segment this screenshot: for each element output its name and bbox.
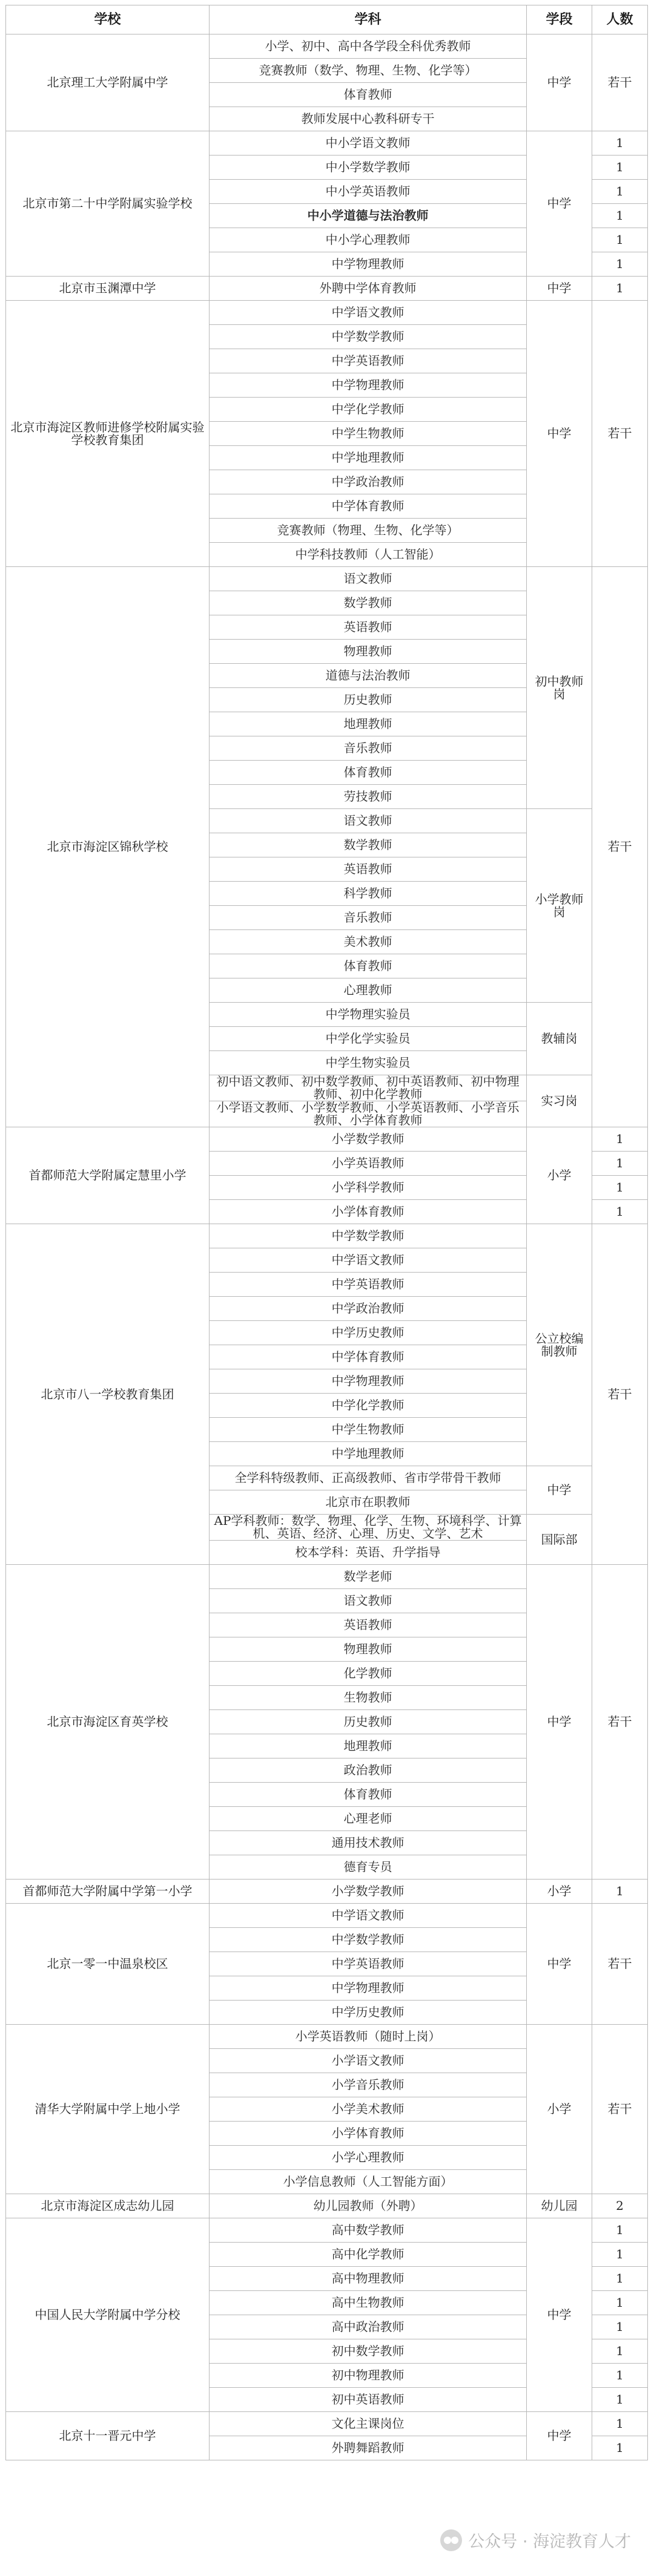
table-row bbox=[6, 277, 648, 301]
subject-cell: 劳技教师 bbox=[210, 785, 527, 809]
subject-cell: 外聘中学体育教师 bbox=[210, 277, 527, 301]
header-school: 学校 bbox=[6, 5, 210, 34]
level-cell: 小学 bbox=[527, 1880, 592, 1904]
subject-cell: 高中数学教师 bbox=[210, 2218, 527, 2243]
subject-cell: 英语教师 bbox=[210, 1613, 527, 1637]
level-cell: 小学 bbox=[527, 1127, 592, 1224]
count-cell: 若干 bbox=[592, 567, 648, 1127]
table-row bbox=[6, 2412, 648, 2436]
subject-cell: 中学语文教师 bbox=[210, 1904, 527, 1928]
table-row bbox=[6, 1904, 648, 1928]
level-cell: 中学 bbox=[527, 2412, 592, 2460]
table-row bbox=[6, 2194, 648, 2218]
subject-cell: 地理教师 bbox=[210, 712, 527, 736]
subject-cell: 中学物理教师 bbox=[210, 373, 527, 398]
count-cell: 1 bbox=[592, 1127, 648, 1152]
subject-cell: 音乐教师 bbox=[210, 906, 527, 930]
subject-cell: 中学生物教师 bbox=[210, 422, 527, 446]
count-cell: 1 bbox=[592, 2339, 648, 2364]
school-name: 北京市海淀区锦秋学校 bbox=[6, 567, 210, 1127]
subject-cell: 小学数学教师 bbox=[210, 1127, 527, 1152]
subject-cell: 道德与法治教师 bbox=[210, 664, 527, 688]
count-cell: 1 bbox=[592, 156, 648, 180]
subject-cell: 小学信息教师（人工智能方面） bbox=[210, 2170, 527, 2194]
subject-cell: 高中物理教师 bbox=[210, 2267, 527, 2291]
subject-cell: 体育教师 bbox=[210, 954, 527, 978]
school-name: 北京理工大学附属中学 bbox=[6, 34, 210, 131]
subject-cell: 小学、初中、高中各学段全科优秀教师 bbox=[210, 34, 527, 59]
count-cell: 1 bbox=[592, 2412, 648, 2436]
level-cell: 中学 bbox=[527, 1904, 592, 2025]
subject-cell: 校本学科：英语、升学指导 bbox=[210, 1541, 527, 1565]
header-level: 学段 bbox=[527, 5, 592, 34]
subject-cell: 中小学语文教师 bbox=[210, 131, 527, 156]
count-cell: 若干 bbox=[592, 1904, 648, 2025]
subject-cell: 心理老师 bbox=[210, 1807, 527, 1831]
level-cell: 国际部 bbox=[527, 1515, 592, 1565]
subject-cell: 中学体育教师 bbox=[210, 1345, 527, 1369]
subject-cell: 英语教师 bbox=[210, 857, 527, 882]
count-cell: 1 bbox=[592, 2267, 648, 2291]
count-cell: 1 bbox=[592, 1200, 648, 1224]
school-name: 北京市海淀区成志幼儿园 bbox=[6, 2194, 210, 2218]
subject-cell: 政治教师 bbox=[210, 1758, 527, 1783]
level-cell: 实习岗 bbox=[527, 1075, 592, 1127]
count-cell: 1 bbox=[592, 252, 648, 277]
school-name: 北京市海淀区教师进修学校附属实验学校教育集团 bbox=[6, 301, 210, 567]
wechat-icon bbox=[440, 2529, 462, 2551]
school-name: 中国人民大学附属中学分校 bbox=[6, 2218, 210, 2412]
level-cell: 小学教师岗 bbox=[527, 809, 592, 1003]
count-cell: 1 bbox=[592, 2315, 648, 2339]
level-cell: 中学 bbox=[527, 301, 592, 567]
table-row bbox=[6, 2218, 648, 2243]
table-row bbox=[6, 1565, 648, 1589]
subject-cell: 小学语文教师 bbox=[210, 2049, 527, 2073]
count-cell: 2 bbox=[592, 2194, 648, 2218]
header-count: 人数 bbox=[592, 5, 648, 34]
school-name: 首都师范大学附属定慧里小学 bbox=[6, 1127, 210, 1224]
subject-cell: 物理教师 bbox=[210, 1637, 527, 1662]
subject-cell: 外聘舞蹈教师 bbox=[210, 2436, 527, 2460]
subject-cell: 初中语文教师、初中数学教师、初中英语教师、初中物理教师、初中化学教师 bbox=[210, 1075, 527, 1101]
subject-cell: 小学体育教师 bbox=[210, 2122, 527, 2146]
count-cell: 若干 bbox=[592, 1565, 648, 1880]
subject-cell: 竞赛教师（数学、物理、生物、化学等） bbox=[210, 59, 527, 83]
subject-cell: AP学科教师：数学、物理、化学、生物、环境科学、计算机、英语、经济、心理、历史、文学、艺术 bbox=[210, 1515, 527, 1541]
subject-cell: 竞赛教师（物理、生物、化学等） bbox=[210, 519, 527, 543]
watermark bbox=[440, 2528, 631, 2552]
count-cell: 1 bbox=[592, 1176, 648, 1200]
subject-cell: 中学物理教师 bbox=[210, 1976, 527, 2001]
level-cell: 小学 bbox=[527, 2025, 592, 2194]
school-name: 北京市玉渊潭中学 bbox=[6, 277, 210, 301]
subject-cell: 小学美术教师 bbox=[210, 2097, 527, 2122]
count-cell: 若干 bbox=[592, 34, 648, 131]
subject-cell: 中学数学教师 bbox=[210, 1928, 527, 1952]
school-name: 北京市八一学校教育集团 bbox=[6, 1224, 210, 1565]
subject-cell: 通用技术教师 bbox=[210, 1831, 527, 1855]
count-cell: 1 bbox=[592, 1880, 648, 1904]
subject-cell: 中学数学教师 bbox=[210, 325, 527, 349]
table-row bbox=[6, 301, 648, 325]
subject-cell: 中学生物教师 bbox=[210, 1418, 527, 1442]
subject-cell: 中学历史教师 bbox=[210, 1321, 527, 1345]
subject-cell: 美术教师 bbox=[210, 930, 527, 954]
level-cell: 初中教师岗 bbox=[527, 567, 592, 809]
subject-cell: 小学语文教师、小学数学教师、小学英语教师、小学音乐教师、小学体育教师 bbox=[210, 1101, 527, 1127]
subject-cell: 中学物理教师 bbox=[210, 1369, 527, 1394]
subject-cell: 地理教师 bbox=[210, 1734, 527, 1758]
subject-cell: 初中英语教师 bbox=[210, 2388, 527, 2412]
subject-cell: 英语教师 bbox=[210, 615, 527, 640]
level-cell: 中学 bbox=[527, 1466, 592, 1515]
count-cell: 1 bbox=[592, 277, 648, 301]
subject-cell: 语文教师 bbox=[210, 809, 527, 833]
subject-cell: 中学数学教师 bbox=[210, 1224, 527, 1248]
subject-cell: 小学心理教师 bbox=[210, 2146, 527, 2170]
table-row bbox=[6, 1224, 648, 1248]
count-cell: 若干 bbox=[592, 2025, 648, 2194]
subject-cell: 初中物理教师 bbox=[210, 2364, 527, 2388]
subject-cell: 中学英语教师 bbox=[210, 349, 527, 373]
level-cell: 中学 bbox=[527, 277, 592, 301]
subject-cell: 小学体育教师 bbox=[210, 1200, 527, 1224]
subject-cell: 语文教师 bbox=[210, 1589, 527, 1613]
subject-cell: 小学数学教师 bbox=[210, 1880, 527, 1904]
subject-cell: 小学科学教师 bbox=[210, 1176, 527, 1200]
subject-cell: 中小学道德与法治教师 bbox=[210, 204, 527, 228]
count-cell: 1 bbox=[592, 131, 648, 156]
count-cell: 若干 bbox=[592, 301, 648, 567]
subject-cell: 高中生物教师 bbox=[210, 2291, 527, 2315]
subject-cell: 中学地理教师 bbox=[210, 1442, 527, 1466]
table-row bbox=[6, 567, 648, 591]
subject-cell: 教师发展中心教科研专干 bbox=[210, 107, 527, 131]
table-row bbox=[6, 1880, 648, 1904]
subject-cell: 体育教师 bbox=[210, 761, 527, 785]
subject-cell: 德育专员 bbox=[210, 1855, 527, 1880]
table-row bbox=[6, 2025, 648, 2049]
count-cell: 1 bbox=[592, 2436, 648, 2460]
school-name: 清华大学附属中学上地小学 bbox=[6, 2025, 210, 2194]
subject-cell: 高中化学教师 bbox=[210, 2243, 527, 2267]
subject-cell: 数学老师 bbox=[210, 1565, 527, 1589]
level-cell: 幼儿园 bbox=[527, 2194, 592, 2218]
subject-cell: 中学英语教师 bbox=[210, 1952, 527, 1976]
subject-cell: 小学音乐教师 bbox=[210, 2073, 527, 2097]
subject-cell: 中学地理教师 bbox=[210, 446, 527, 470]
subject-cell: 中学语文教师 bbox=[210, 301, 527, 325]
count-cell: 1 bbox=[592, 2243, 648, 2267]
school-name: 北京十一晋元中学 bbox=[6, 2412, 210, 2460]
school-name: 首都师范大学附属中学第一小学 bbox=[6, 1880, 210, 1904]
subject-cell: 中学科技教师（人工智能） bbox=[210, 543, 527, 567]
header-subject: 学科 bbox=[210, 5, 527, 34]
level-cell: 教辅岗 bbox=[527, 1003, 592, 1075]
subject-cell: 北京市在职教师 bbox=[210, 1490, 527, 1515]
subject-cell: 中小学数学教师 bbox=[210, 156, 527, 180]
table-row bbox=[6, 1127, 648, 1152]
table-row bbox=[6, 131, 648, 156]
subject-cell: 体育教师 bbox=[210, 1783, 527, 1807]
subject-cell: 小学英语教师（随时上岗） bbox=[210, 2025, 527, 2049]
subject-cell: 中学生物实验员 bbox=[210, 1051, 527, 1075]
level-cell: 中学 bbox=[527, 2218, 592, 2412]
level-cell: 中学 bbox=[527, 1565, 592, 1880]
subject-cell: 中学政治教师 bbox=[210, 1297, 527, 1321]
subject-cell: 语文教师 bbox=[210, 567, 527, 591]
subject-cell: 中学语文教师 bbox=[210, 1248, 527, 1273]
count-cell: 1 bbox=[592, 204, 648, 228]
subject-cell: 全学科特级教师、正高级教师、省市学带骨干教师 bbox=[210, 1466, 527, 1490]
subject-cell: 中小学英语教师 bbox=[210, 180, 527, 204]
count-cell: 1 bbox=[592, 180, 648, 204]
school-name: 北京市海淀区育英学校 bbox=[6, 1565, 210, 1880]
header-row bbox=[6, 5, 648, 34]
subject-cell: 中学化学实验员 bbox=[210, 1027, 527, 1051]
subject-cell: 物理教师 bbox=[210, 640, 527, 664]
subject-cell: 中学化学教师 bbox=[210, 398, 527, 422]
subject-cell: 中学化学教师 bbox=[210, 1394, 527, 1418]
count-cell: 1 bbox=[592, 2388, 648, 2412]
level-cell: 中学 bbox=[527, 131, 592, 277]
subject-cell: 幼儿园教师（外聘） bbox=[210, 2194, 527, 2218]
subject-cell: 数学教师 bbox=[210, 591, 527, 615]
subject-cell: 心理教师 bbox=[210, 978, 527, 1003]
subject-cell: 体育教师 bbox=[210, 83, 527, 107]
subject-cell: 历史教师 bbox=[210, 1710, 527, 1734]
count-cell: 1 bbox=[592, 1152, 648, 1176]
subject-cell: 生物教师 bbox=[210, 1686, 527, 1710]
count-cell: 1 bbox=[592, 228, 648, 252]
count-cell: 1 bbox=[592, 2291, 648, 2315]
watermark-text: 公众号 · 海淀教育人才 bbox=[468, 2532, 631, 2551]
subject-cell: 科学教师 bbox=[210, 882, 527, 906]
subject-cell: 小学英语教师 bbox=[210, 1152, 527, 1176]
subject-cell: 数学教师 bbox=[210, 833, 527, 857]
subject-cell: 化学教师 bbox=[210, 1662, 527, 1686]
level-cell: 公立校编制教师 bbox=[527, 1224, 592, 1466]
subject-cell: 中学物理实验员 bbox=[210, 1003, 527, 1027]
table-body bbox=[6, 34, 648, 2460]
subject-cell: 中小学心理教师 bbox=[210, 228, 527, 252]
subject-cell: 中学物理教师 bbox=[210, 252, 527, 277]
subject-cell: 文化主课岗位 bbox=[210, 2412, 527, 2436]
level-cell: 中学 bbox=[527, 34, 592, 131]
subject-cell: 音乐教师 bbox=[210, 736, 527, 761]
subject-cell: 中学英语教师 bbox=[210, 1273, 527, 1297]
subject-cell: 高中政治教师 bbox=[210, 2315, 527, 2339]
table-row bbox=[6, 34, 648, 59]
subject-cell: 历史教师 bbox=[210, 688, 527, 712]
count-cell: 若干 bbox=[592, 1224, 648, 1565]
subject-cell: 中学体育教师 bbox=[210, 494, 527, 519]
subject-cell: 初中数学教师 bbox=[210, 2339, 527, 2364]
school-name: 北京市第二十中学附属实验学校 bbox=[6, 131, 210, 277]
count-cell: 1 bbox=[592, 2218, 648, 2243]
school-name: 北京一零一中温泉校区 bbox=[6, 1904, 210, 2025]
subject-cell: 中学历史教师 bbox=[210, 2001, 527, 2025]
subject-cell: 中学政治教师 bbox=[210, 470, 527, 494]
recruitment-table bbox=[5, 5, 648, 2460]
count-cell: 1 bbox=[592, 2364, 648, 2388]
